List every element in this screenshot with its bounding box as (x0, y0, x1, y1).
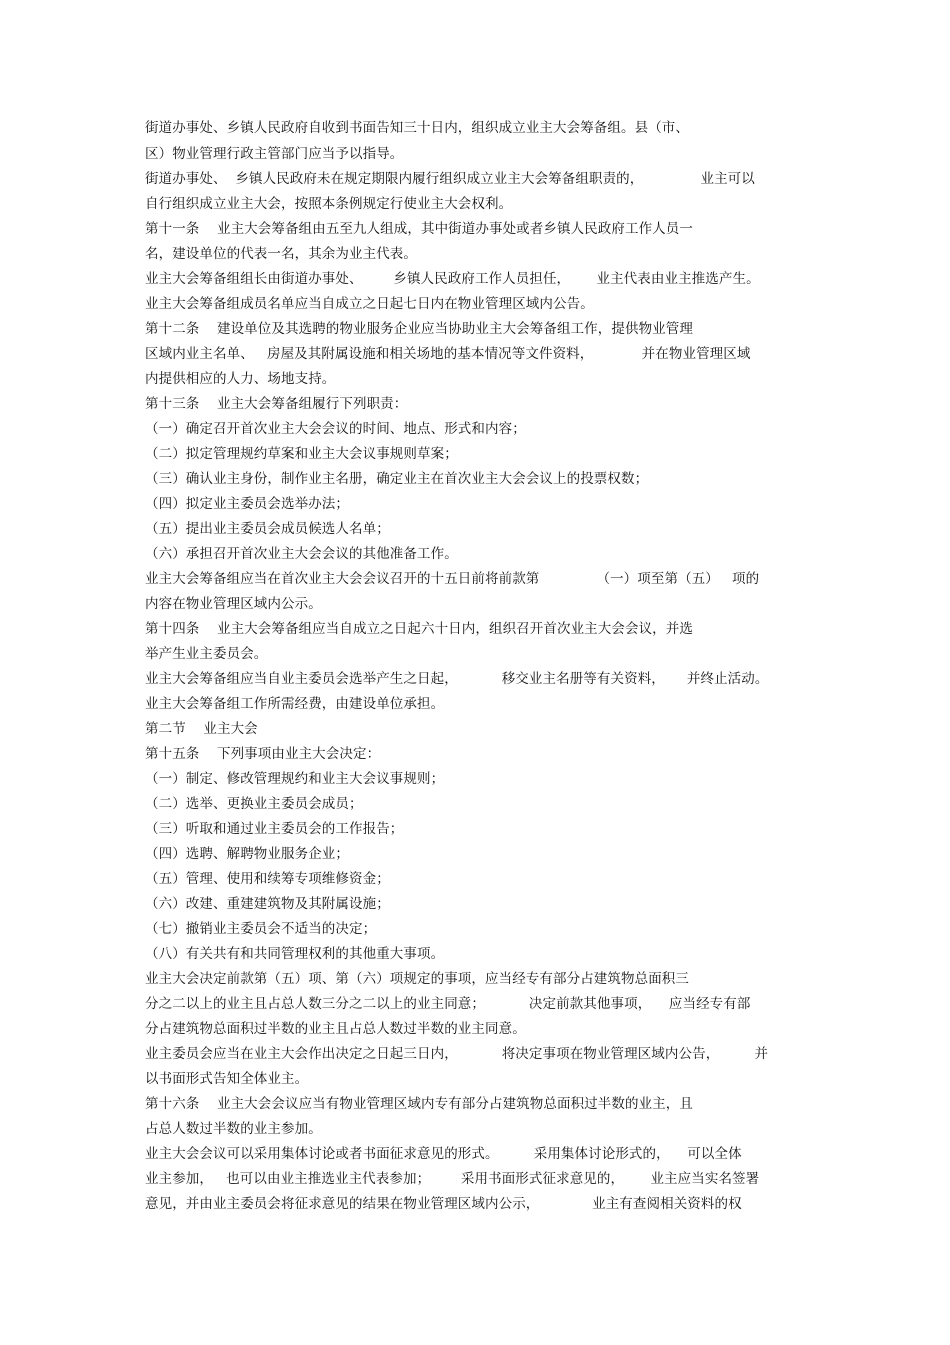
text-line: 业主大会决定前款第（五）项、第（六）项规定的事项，应当经专有部分占建筑物总面积三 (145, 971, 689, 987)
text-line: 内提供相应的人力、场地支持。 (145, 371, 336, 387)
text-line: 业主大会筹备组应当自业主委员会选举产生之日起， 移交业主名册等有关资料， 并终止活动。 (145, 671, 769, 687)
text-line: 业主大会筹备组组长由街道办事处、 乡镇人民政府工作人员担任， 业主代表由业主推选产生。 (145, 271, 760, 287)
text-line: 举产生业主委员会。 (145, 646, 268, 662)
text-line: （四）选聘、解聘物业服务企业； (145, 846, 349, 862)
text-line: 街道办事处、 乡镇人民政府未在规定期限内履行组织成立业主大会筹备组职责的， 业主可以 (145, 171, 755, 187)
text-line: 以书面形式告知全体业主。 (145, 1071, 309, 1087)
text-line: 第十三条 业主大会筹备组履行下列职责： (145, 396, 408, 412)
text-line: 第十一条 业主大会筹备组由五至九人组成，其中街道办事处或者乡镇人民政府工作人员一 (145, 221, 693, 237)
text-line: （五）提出业主委员会成员候选人名单； (145, 521, 390, 537)
text-line: （二）拟定管理规约草案和业主大会议事规则草案； (145, 446, 458, 462)
text-line: 名，建设单位的代表一名，其余为业主代表。 (145, 246, 417, 262)
text-line: 业主参加， 也可以由业主推选业主代表参加； 采用书面形式征求意见的， 业主应当实名签署 (145, 1171, 760, 1187)
text-line: 业主委员会应当在业主大会作出决定之日起三日内， 将决定事项在物业管理区域内公告， 并 (145, 1046, 769, 1062)
text-line: 第十六条 业主大会会议应当有物业管理区域内专有部分占建筑物总面积过半数的业主，且 (145, 1096, 693, 1112)
text-line: 占总人数过半数的业主参加。 (145, 1121, 322, 1137)
text-line: （三）听取和通过业主委员会的工作报告； (145, 821, 404, 837)
text-line: 分之二以上的业主且占总人数三分之二以上的业主同意； 决定前款其他事项， 应当经专有部 (145, 996, 751, 1012)
text-line: 分占建筑物总面积过半数的业主且占总人数过半数的业主同意。 (145, 1021, 526, 1037)
text-line: （四）拟定业主委员会选举办法； (145, 496, 349, 512)
text-line: （六）改建、重建建筑物及其附属设施； (145, 896, 390, 912)
text-line: 意见，并由业主委员会将征求意见的结果在物业管理区域内公示， 业主有查阅相关资料的权 (145, 1196, 742, 1212)
text-line: （二）选举、更换业主委员会成员； (145, 796, 363, 812)
text-line: 内容在物业管理区域内公示。 (145, 596, 322, 612)
text-line: （五）管理、使用和续筹专项维修资金； (145, 871, 390, 887)
text-line: 业主大会筹备组工作所需经费，由建设单位承担。 (145, 696, 445, 712)
text-line: （三）确认业主身份，制作业主名册，确定业主在首次业主大会会议上的投票权数； (145, 471, 649, 487)
text-line: 第十五条 下列事项由业主大会决定： (145, 746, 381, 762)
text-line: 第十二条 建设单位及其选聘的物业服务企业应当协助业主大会筹备组工作，提供物业管理 (145, 321, 693, 337)
text-line: 区域内业主名单、 房屋及其附属设施和相关场地的基本情况等文件资料， 并在物业管理区域 (145, 346, 751, 362)
text-line: 业主大会筹备组应当在首次业主大会会议召开的十五日前将前款第 （一）项至第（五） 项的 (145, 571, 760, 587)
text-line: 区）物业管理行政主管部门应当予以指导。 (145, 146, 404, 162)
text-line: 业主大会筹备组成员名单应当自成立之日起七日内在物业管理区域内公告。 (145, 296, 594, 312)
text-line: 第十四条 业主大会筹备组应当自成立之日起六十日内，组织召开首次业主大会会议，并选 (145, 621, 693, 637)
text-line: 业主大会会议可以采用集体讨论或者书面征求意见的形式。 采用集体讨论形式的， 可以全体 (145, 1146, 742, 1162)
text-line: 街道办事处、乡镇人民政府自收到书面告知三十日内，组织成立业主大会筹备组。县（市、 (145, 120, 689, 136)
text-line: （一）确定召开首次业主大会会议的时间、地点、形式和内容； (145, 421, 526, 437)
text-line: （一）制定、修改管理规约和业主大会议事规则； (145, 771, 445, 787)
text-line: 自行组织成立业主大会，按照本条例规定行使业主大会权利。 (145, 196, 513, 212)
text-line: （七）撤销业主委员会不适当的决定； (145, 921, 377, 937)
section-heading: 第二节 业主大会 (145, 721, 258, 737)
text-line: （六）承担召开首次业主大会会议的其他准备工作。 (145, 546, 458, 562)
text-line: （八）有关共有和共同管理权利的其他重大事项。 (145, 946, 445, 962)
